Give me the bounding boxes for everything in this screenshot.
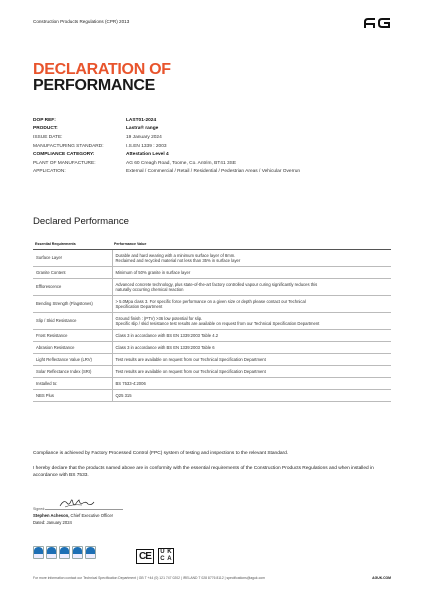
value-cell [112, 330, 391, 342]
certification-badge-icon [46, 546, 57, 559]
table-row [33, 390, 391, 402]
requirement-cell: Surface Layer [33, 250, 112, 267]
detail-value: LAST01-2024 [126, 117, 157, 123]
value-line: Class 3 in accordance with BS EN 1339:2003 Table 4.2 [115, 332, 219, 338]
detail-key: PLANT OF MANUFACTURE: [33, 160, 96, 166]
detail-value: Lastra® range [126, 126, 159, 132]
table-row [33, 342, 391, 354]
table-row [33, 313, 391, 330]
table-row [33, 378, 391, 390]
title-line-1: DECLARATION OF [33, 61, 171, 78]
detail-row [33, 142, 393, 151]
table-row [33, 250, 391, 267]
requirement-cell: NBS Plus [33, 390, 112, 402]
regulation-text: Construction Products Regulations (CPR) 2013 [33, 19, 130, 24]
value-line: Test results are available on request from our Technical Specification Department [115, 356, 266, 362]
signer-details [33, 512, 113, 526]
detail-key: ISSUE DATE: [33, 134, 63, 140]
value-line: Minimum of 50% granite in surface layer [115, 269, 191, 275]
requirement-cell: Solar Reflectance Index (SRI) [33, 366, 112, 378]
value-cell [112, 342, 391, 354]
footer-contact: For more information contact our Technical Specification Department | GB T +44 (0) 121 747 0202 | IRELAND T 028 8776 8112 | specifications@aguk.com [33, 576, 265, 580]
signature-block [33, 497, 123, 511]
table-row [33, 296, 391, 313]
document-title [33, 62, 171, 94]
value-line: Test results are available on request from our Technical Specification Department [115, 368, 266, 374]
detail-value: I.S.EN 1339 : 2003 [126, 143, 167, 149]
value-cell [112, 390, 391, 402]
value-line: BS 7533-4:2006 [115, 380, 146, 386]
signed-date: Dated: January 2024 [33, 520, 72, 525]
requirement-cell: Frost Resistance [33, 330, 112, 342]
page-header [33, 17, 391, 29]
table-row [33, 267, 391, 279]
value-cell [112, 366, 391, 378]
detail-value: Attestation Level 4 [126, 152, 169, 158]
table-row [33, 366, 391, 378]
detail-row [33, 116, 393, 125]
detail-key: COMPLIANCE CATEGORY: [33, 152, 95, 158]
value-line: naturally occurring chemical reaction [115, 287, 184, 292]
detail-value: External / Commercial / Retail / Residential / Pedestrian Areas / Vehicular Overrun [126, 169, 301, 175]
table-header-row [33, 240, 391, 250]
signer-line [33, 512, 113, 519]
detail-row [33, 159, 393, 168]
table-row [33, 354, 391, 366]
declaration-statement: I hereby declare that the products named above are in conformity with the essential requirements of the Construction Products Regulations and when installed in accordance with BS 7533. [33, 466, 374, 478]
footer-website-link[interactable]: AGUK.COM [372, 576, 391, 580]
signed-label: Signed: [33, 507, 46, 511]
table-row [33, 330, 391, 342]
certification-badge-icon [59, 546, 70, 559]
performance-table [33, 240, 391, 402]
detail-row [33, 168, 393, 177]
value-cell [112, 250, 391, 267]
title-line-2: PERFORMANCE [33, 77, 156, 94]
detail-key: DOP REF: [33, 117, 56, 123]
detail-value: 19 January 2024 [126, 134, 162, 140]
value-cell [112, 267, 391, 279]
table-row [33, 279, 391, 296]
certification-badge-icon [33, 546, 44, 559]
fpc-statement: Compliance is achieved by Factory Processed Control (FPC) system of testing and inspections to the relevant Standard. [33, 451, 289, 456]
section-title: Declared Performance [33, 216, 129, 227]
value-line: Q25 315 [115, 392, 132, 398]
value-line: Reclaimed and recycled material not less than 35% in surface layer [115, 258, 241, 263]
signer-name: Stephen Acheson, [33, 513, 70, 518]
value-line: Advanced concrete technology, plus state-of-the-art factory controlled vapour curing significantly reduces this [115, 281, 318, 287]
certification-badge-icon [72, 546, 83, 559]
detail-row [33, 133, 393, 142]
value-line: > 5.0Mpa class 3. For specific force performance on a given size or depth please contact our Technical [115, 298, 306, 304]
requirement-cell: Abrasion Resistance [33, 342, 112, 354]
requirement-cell: Bending Strength (Flagstones) [33, 296, 112, 313]
value-cell [112, 296, 391, 313]
handwritten-signature [58, 497, 96, 509]
value-line: Class 3 in accordance with BS EN 1339:2003 Table 6 [115, 344, 215, 350]
detail-key: PRODUCT: [33, 126, 58, 132]
value-cell [112, 313, 391, 330]
value-cell [112, 279, 391, 296]
value-line: Specification Department [115, 304, 163, 309]
value-line: Ground finish : (PTV) >36 low potential for slip. [115, 315, 203, 321]
ce-mark-icon: CE [136, 549, 154, 564]
detail-row [33, 125, 393, 134]
column-header-value: Performance Value [112, 240, 391, 250]
detail-key: MANUFACTURING STANDARD: [33, 143, 104, 149]
certification-badge-icon [85, 546, 96, 559]
requirement-cell: Granite Content [33, 267, 112, 279]
detail-key: APPLICATION: [33, 169, 66, 175]
value-line: Durable and hard wearing with a minimum surface layer of 8mm. [115, 252, 236, 258]
requirement-cell: Efflorescence [33, 279, 112, 296]
detail-value: AG 60 Creagh Road, Toome, Co. Antrim, BT41 3SE [126, 160, 237, 166]
page-footer [33, 576, 391, 580]
requirement-cell: Light Reflectance Value (LRV) [33, 354, 112, 366]
column-header-requirement: Essential Requirements [33, 240, 112, 250]
signer-role: Chief Executive Officer [70, 513, 114, 518]
signature-line [45, 509, 123, 510]
ukca-mark-icon: U K C A [158, 548, 174, 564]
value-cell [112, 354, 391, 366]
certification-badges [33, 546, 96, 559]
product-details [33, 116, 393, 176]
conformity-marks [136, 548, 174, 564]
value-line: Specific slip / skid resistance test results are available on request from our Technical Specification Department [115, 321, 320, 326]
requirement-cell: Installed to: [33, 378, 112, 390]
ag-logo [363, 17, 391, 29]
value-cell [112, 378, 391, 390]
detail-row [33, 150, 393, 159]
requirement-cell: Slip / Skid Resistance [33, 313, 112, 330]
